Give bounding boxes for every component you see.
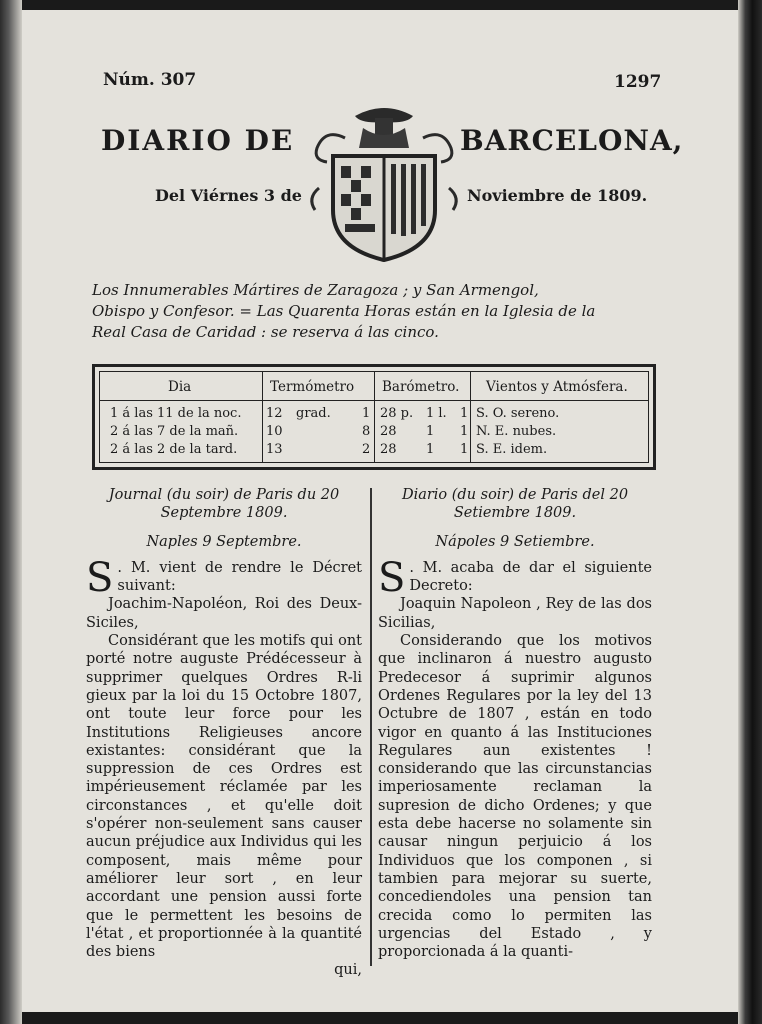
article-dateline: Nápoles 9 Setiembre. (435, 533, 595, 550)
header-day: Dia (168, 379, 192, 395)
masthead-title-left: DIARIO DE (101, 124, 295, 157)
row-temp-frac: 8 (362, 424, 371, 439)
row-wind: S. O. sereno. (476, 406, 560, 421)
header-barometer: Barómetro. (382, 379, 460, 395)
row-wind: S. E. idem. (476, 442, 548, 457)
row-temp-frac: 2 (362, 442, 371, 457)
row-time: 1 á las 11 de la noc. (110, 406, 242, 421)
row-temp: 13 (266, 442, 283, 457)
row-baro-b: 1 l. (426, 406, 447, 421)
coat-of-arms-icon (305, 98, 463, 266)
saints-of-the-day (92, 280, 662, 343)
article-paragraph: Considerando que los motivos que inclinaron á nuestro augusto Predecesor á suprimir algunos Ordenes Regulares por la ley del 13 Octubre de 1807 , están en todo vigor en quanto á las Instituciones Regulares aun existentes ! considerando que las circunstancias imperiosamente reclaman la supresion de dicho Ordenes; y que esta debe hacerse no solamente sin causar ningun perjuicio á los Individuos que los componen , si tambien para mejorar su suerte, concediendoles una pension tan crecida como lo permiten las urgencias del Estado , y proporcionada á la quanti- (378, 633, 652, 961)
article-paragraph: Considérant que les motifs qui ont porté notre auguste Prédécesseur à supprimer quelques Ordres R-li gieux par la loi du 15 Octobre 1807, ont toute leur force pour les Institutions Religieuses ancore existantes: considérant que la suppression de ces Ordres est impérieusement réclamée par les circonstances , et qu'elle doit s'opérer non-seulement sans causer aucun préjudice aux Individus qui les composent, mais même pour améliorer leur sort , en leur accordant une pension aussi forte que le permettent les besoins de l'état , et proportionnée à la quantité des biens (86, 633, 362, 961)
article-dateline: Naples 9 Septembre. (146, 533, 302, 550)
date-line-right: Noviembre de 1809. (467, 186, 648, 205)
page-edge (738, 0, 762, 1024)
row-baro-c: 1 (460, 442, 469, 457)
drop-cap: S (86, 554, 114, 601)
date-line-left: Del Viérnes 3 de (155, 186, 302, 205)
weather-table (92, 364, 656, 470)
page-number: 1297 (614, 72, 662, 92)
drop-cap: S (378, 554, 406, 601)
row-temp: 10 (266, 424, 283, 439)
article-source: Journal (du soir) de Paris du 20 Septembre 1809. (108, 487, 340, 522)
row-temp-unit: grad. (296, 406, 331, 421)
row-baro-a: 28 (380, 424, 397, 439)
row-baro-b: 1 (426, 442, 435, 457)
article-paragraph: Joaquin Napoleon , Rey de las dos Sicilias, (378, 596, 652, 631)
saints-line: Real Casa de Caridad : se reserva á las cinco. (92, 323, 439, 341)
masthead-title-right: BARCELONA, (460, 124, 684, 157)
header-thermometer: Termómetro (270, 379, 355, 395)
row-baro-a: 28 (380, 442, 397, 457)
article-french (86, 486, 362, 980)
article-spanish (378, 486, 652, 961)
row-baro-c: 1 (460, 406, 469, 421)
article-source: Diario (du soir) de Paris del 20 Setiembre 1809. (401, 487, 629, 522)
article-paragraph: Joachim-Napoléon, Roi des Deux-Siciles, (86, 596, 362, 631)
book-spine (0, 0, 22, 1024)
column-divider (370, 488, 372, 966)
row-baro-c: 1 (460, 424, 469, 439)
issue-number: Núm. 307 (103, 70, 197, 90)
saints-line: Obispo y Confesor. = Las Quarenta Horas están en la Iglesia de la (92, 302, 596, 320)
row-baro-b: 1 (426, 424, 435, 439)
saints-line: Los Innumerables Mártires de Zaragoza ; y San Armengol, (92, 281, 539, 299)
article-lead: . M. vient de rendre le Décret suivant: (117, 559, 362, 595)
row-wind: N. E. nubes. (476, 424, 557, 439)
header-winds: Vientos y Atmósfera. (486, 379, 628, 395)
row-time: 2 á las 7 de la mañ. (110, 424, 239, 439)
row-temp: 12 (266, 406, 283, 421)
row-time: 2 á las 2 de la tard. (110, 442, 238, 457)
row-baro-a: 28 p. (380, 406, 414, 421)
article-continuation: qui, (334, 962, 362, 979)
row-temp-frac: 1 (362, 406, 371, 421)
article-lead: . M. acaba de dar el siguiente Decreto: (409, 559, 652, 595)
